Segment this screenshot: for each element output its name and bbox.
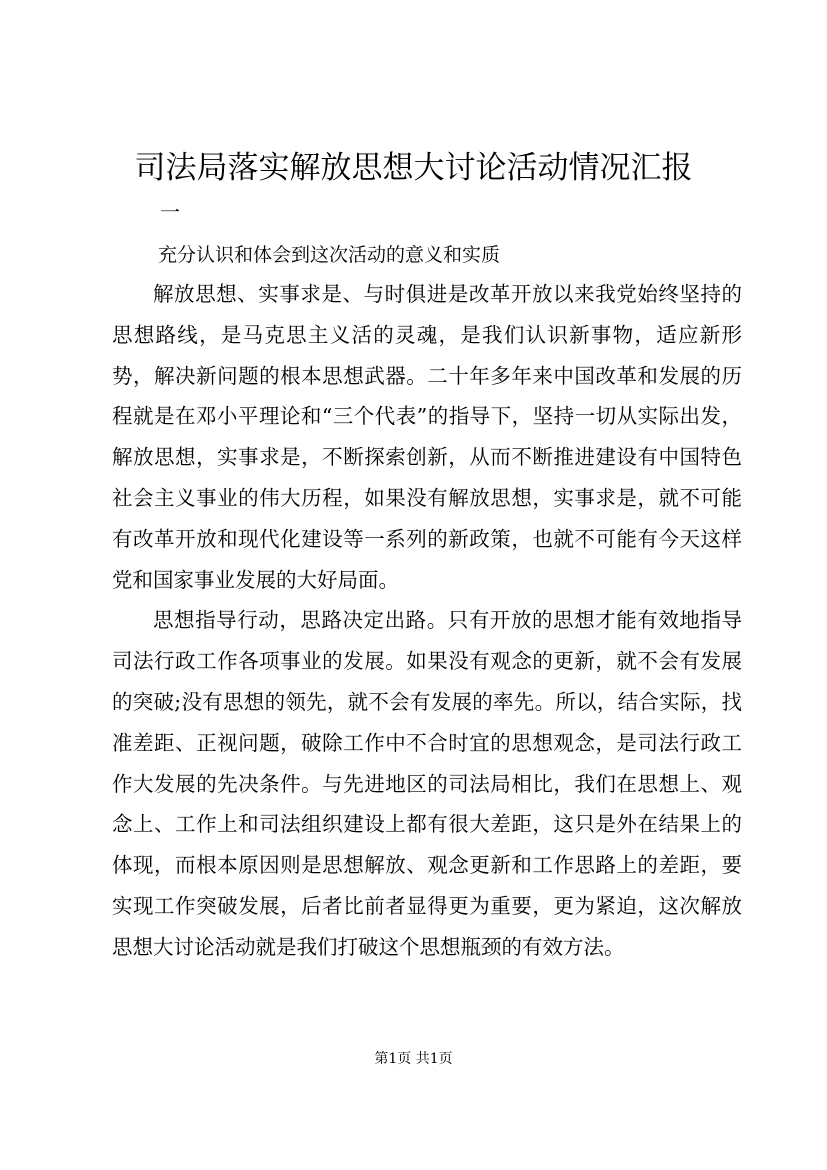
section-heading: 充分认识和体会到这次活动的意义和实质 [158,244,501,266]
paragraph: 解放思想、实事求是、与时俱进是改革开放以来我党始终坚持的思想路线，是马克思主义活的灵魂，是我们认识新事物，适应新形势，解决新问题的根本思想武器。二十年多年来中国改革和发展的历程就是在邓小平理论和“三个代表”的指导下，坚持一切从实际出发，解放思想，实事求是，不断探索创新，从而不断推进建设有中国特色社会主义事业的伟大历程，如果没有解放思想，实事求是，就不可能有改革开放和现代化建设等一系列的新政策，也就不可能有今天这样党和国家事业发展的大好局面。 [112,282,742,592]
document-body [112,274,742,968]
paragraph: 思想指导行动，思路决定出路。只有开放的思想才能有效地指导司法行政工作各项事业的发展。如果没有观念的更新，就不会有发展的突破;没有思想的领先，就不会有发展的率先。所以，结合实际，找准差距、正视问题，破除工作中不合时宜的思想观念，是司法行政工作大发展的先决条件。与先进地区的司法局相比，我们在思想上、观念上、工作上和司法组织建设上都有很大差距，这只是外在结果上的体现，而根本原因则是思想解放、观念更新和工作思路上的差距，要实现工作突破发展，后者比前者显得更为重要，更为紧迫，这次解放思想大讨论活动就是我们打破这个思想瓶颈的有效方法。 [112,608,742,959]
section-number: 一 [160,200,180,224]
page-footer: 第1页 共1页 [374,1051,453,1067]
document-title: 司法局落实解放思想大讨论活动情况汇报 [134,150,693,186]
